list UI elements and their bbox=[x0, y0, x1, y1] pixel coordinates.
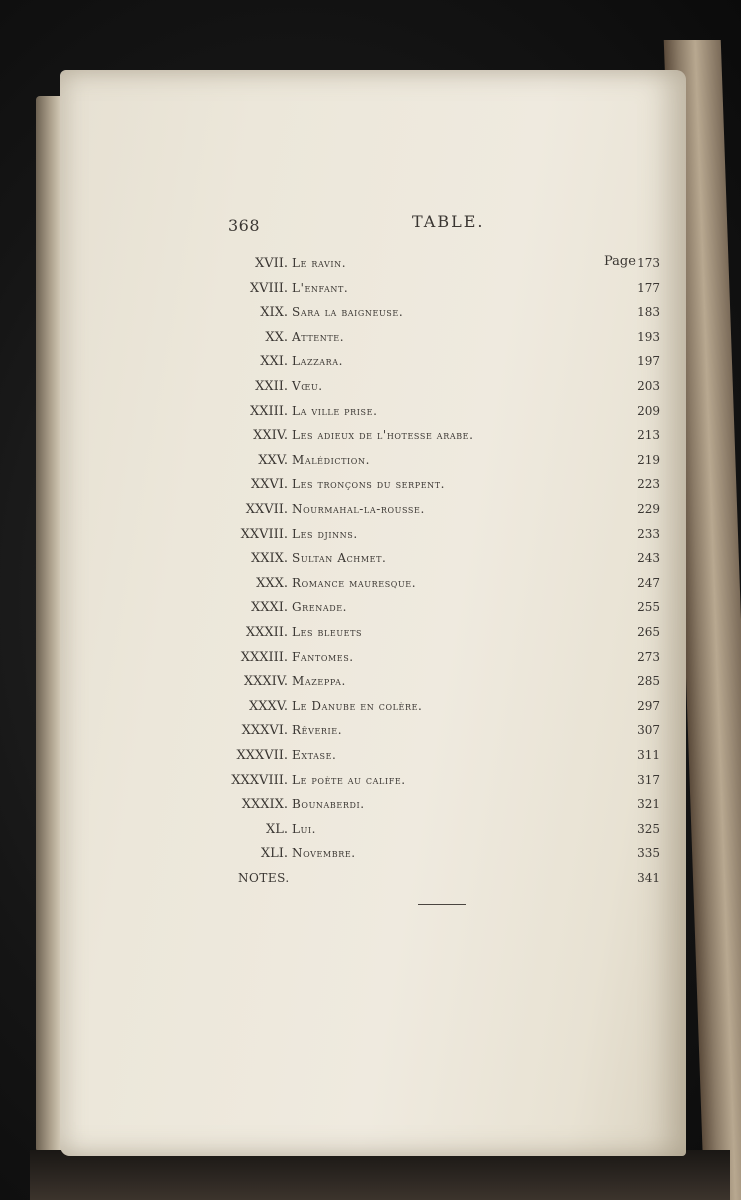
entry-page-number: 229 bbox=[637, 502, 660, 516]
toc-entry bbox=[60, 699, 686, 721]
toc-entry bbox=[60, 650, 686, 672]
entry-title: Extase. bbox=[292, 748, 337, 762]
entry-title: Romance mauresque. bbox=[292, 575, 417, 590]
entry-page-number: 213 bbox=[637, 428, 660, 443]
toc-entry bbox=[60, 551, 686, 573]
entry-title: Lui. bbox=[292, 821, 317, 836]
toc-entry bbox=[60, 281, 686, 303]
toc-entry bbox=[60, 354, 686, 376]
toc-entry bbox=[60, 477, 686, 499]
page-number: 368 bbox=[228, 216, 261, 235]
entry-page-number: 307 bbox=[637, 723, 660, 738]
entry-title: Sara la baigneuse. bbox=[292, 305, 404, 320]
entry-numeral: XXXI. bbox=[250, 600, 288, 616]
entry-page-number: 193 bbox=[637, 329, 660, 344]
entry-numeral: XVIII. bbox=[249, 280, 288, 296]
toc-entry bbox=[60, 748, 686, 770]
entry-numeral: XXIII. bbox=[249, 403, 288, 419]
book-page bbox=[60, 70, 686, 1156]
toc-entry bbox=[60, 404, 686, 426]
toc-entry bbox=[60, 428, 686, 450]
toc-entry bbox=[60, 625, 686, 647]
entry-numeral: XXXVIII. bbox=[231, 772, 288, 788]
entry-title: Malédiction. bbox=[292, 452, 370, 467]
entry-page-number: 233 bbox=[637, 526, 660, 541]
entry-page-number: 247 bbox=[637, 575, 660, 590]
entry-page-number: 209 bbox=[637, 403, 660, 418]
entry-page-number: 273 bbox=[637, 649, 660, 664]
entry-numeral: XXXVI. bbox=[241, 723, 288, 739]
entry-numeral: XXIX. bbox=[250, 551, 288, 567]
toc-entry bbox=[60, 674, 686, 696]
entry-page-number: 243 bbox=[637, 551, 660, 566]
notes-page-number: 341 bbox=[637, 871, 660, 885]
notes-label: NOTES. bbox=[238, 871, 290, 885]
toc-entry bbox=[60, 379, 686, 401]
notes-entry bbox=[60, 871, 686, 893]
entry-page-number: 255 bbox=[637, 600, 660, 615]
page-title: TABLE. bbox=[412, 212, 485, 231]
entry-numeral: XXVI. bbox=[250, 477, 288, 493]
entry-numeral: XXXIII. bbox=[240, 649, 288, 665]
entry-title: Les bleuets bbox=[292, 625, 363, 639]
toc-entry bbox=[60, 256, 686, 278]
toc-entry bbox=[60, 600, 686, 622]
entry-title: Sultan Achmet. bbox=[292, 551, 387, 566]
entry-page-number: 325 bbox=[637, 821, 660, 836]
entry-title: Les tronçons du serpent. bbox=[292, 477, 446, 492]
toc-entry bbox=[60, 723, 686, 745]
entry-page-number: 297 bbox=[637, 698, 660, 713]
entry-title: Novembre. bbox=[292, 846, 356, 861]
entry-title: Les djinns. bbox=[292, 526, 358, 541]
entry-page-number: 177 bbox=[637, 280, 660, 295]
entry-page-number: 173 bbox=[637, 256, 660, 270]
entry-page-number: 223 bbox=[637, 477, 660, 492]
entry-title: Le ravin. bbox=[292, 256, 347, 270]
entry-title: Lazzara. bbox=[292, 354, 344, 369]
toc-entry bbox=[60, 846, 686, 868]
entry-numeral: XXVII. bbox=[245, 502, 288, 517]
entry-title: La ville prise. bbox=[292, 403, 378, 418]
entry-title: Rêverie. bbox=[292, 723, 343, 738]
entry-page-number: 197 bbox=[637, 354, 660, 369]
toc-entry bbox=[60, 527, 686, 549]
entry-numeral: XX. bbox=[265, 329, 288, 345]
toc-entry bbox=[60, 773, 686, 795]
toc-entry bbox=[60, 502, 686, 524]
book-bottom-shadow bbox=[30, 1150, 730, 1200]
entry-title: Le Danube en colère. bbox=[292, 698, 423, 713]
entry-page-number: 321 bbox=[637, 797, 660, 812]
toc-entry bbox=[60, 453, 686, 475]
entry-page-number: 311 bbox=[637, 748, 660, 762]
entry-title: Mazeppa. bbox=[292, 674, 346, 689]
entry-title: Attente. bbox=[292, 329, 345, 344]
toc-entry bbox=[60, 330, 686, 352]
entry-numeral: XXIV. bbox=[253, 428, 288, 444]
entry-title: Vœu. bbox=[292, 379, 323, 393]
entry-page-number: 285 bbox=[637, 674, 660, 689]
entry-title: Nourmahal-la-rousse. bbox=[292, 502, 425, 516]
entry-title: Grenade. bbox=[292, 600, 348, 615]
entry-numeral: XXXIV. bbox=[243, 674, 288, 690]
toc-entry bbox=[60, 576, 686, 598]
entry-page-number: 219 bbox=[637, 452, 660, 467]
page-column-label: Page bbox=[604, 254, 636, 269]
entry-numeral: XXVIII. bbox=[240, 526, 288, 542]
entry-numeral: XVII. bbox=[254, 256, 288, 271]
entry-numeral: XL. bbox=[265, 821, 288, 837]
entry-numeral: XLI. bbox=[260, 846, 288, 862]
entry-numeral: XXX. bbox=[256, 575, 288, 591]
entry-title: Bounaberdi. bbox=[292, 797, 365, 812]
entry-page-number: 317 bbox=[637, 772, 660, 787]
toc-entry bbox=[60, 822, 686, 844]
toc-entry bbox=[60, 797, 686, 819]
entry-numeral: XXXVII. bbox=[236, 748, 288, 763]
entry-numeral: XXXV. bbox=[248, 698, 288, 714]
entry-title: Fantomes. bbox=[292, 649, 354, 664]
entry-title: L'enfant. bbox=[292, 280, 349, 295]
entry-title: Les adieux de l'hotesse arabe. bbox=[292, 428, 474, 443]
entry-numeral: XXI. bbox=[260, 354, 288, 370]
entry-page-number: 335 bbox=[637, 846, 660, 861]
entry-numeral: XIX. bbox=[260, 305, 288, 321]
entry-numeral: XXXII. bbox=[245, 625, 288, 640]
toc-entry bbox=[60, 305, 686, 327]
entry-page-number: 265 bbox=[637, 625, 660, 639]
entry-numeral: XXV. bbox=[258, 452, 288, 468]
entry-page-number: 183 bbox=[637, 305, 660, 320]
entry-numeral: XXII. bbox=[255, 379, 288, 394]
end-rule bbox=[418, 904, 466, 905]
entry-page-number: 203 bbox=[637, 379, 660, 393]
entry-numeral: XXXIX. bbox=[241, 797, 288, 813]
entry-title: Le poète au calife. bbox=[292, 772, 406, 787]
